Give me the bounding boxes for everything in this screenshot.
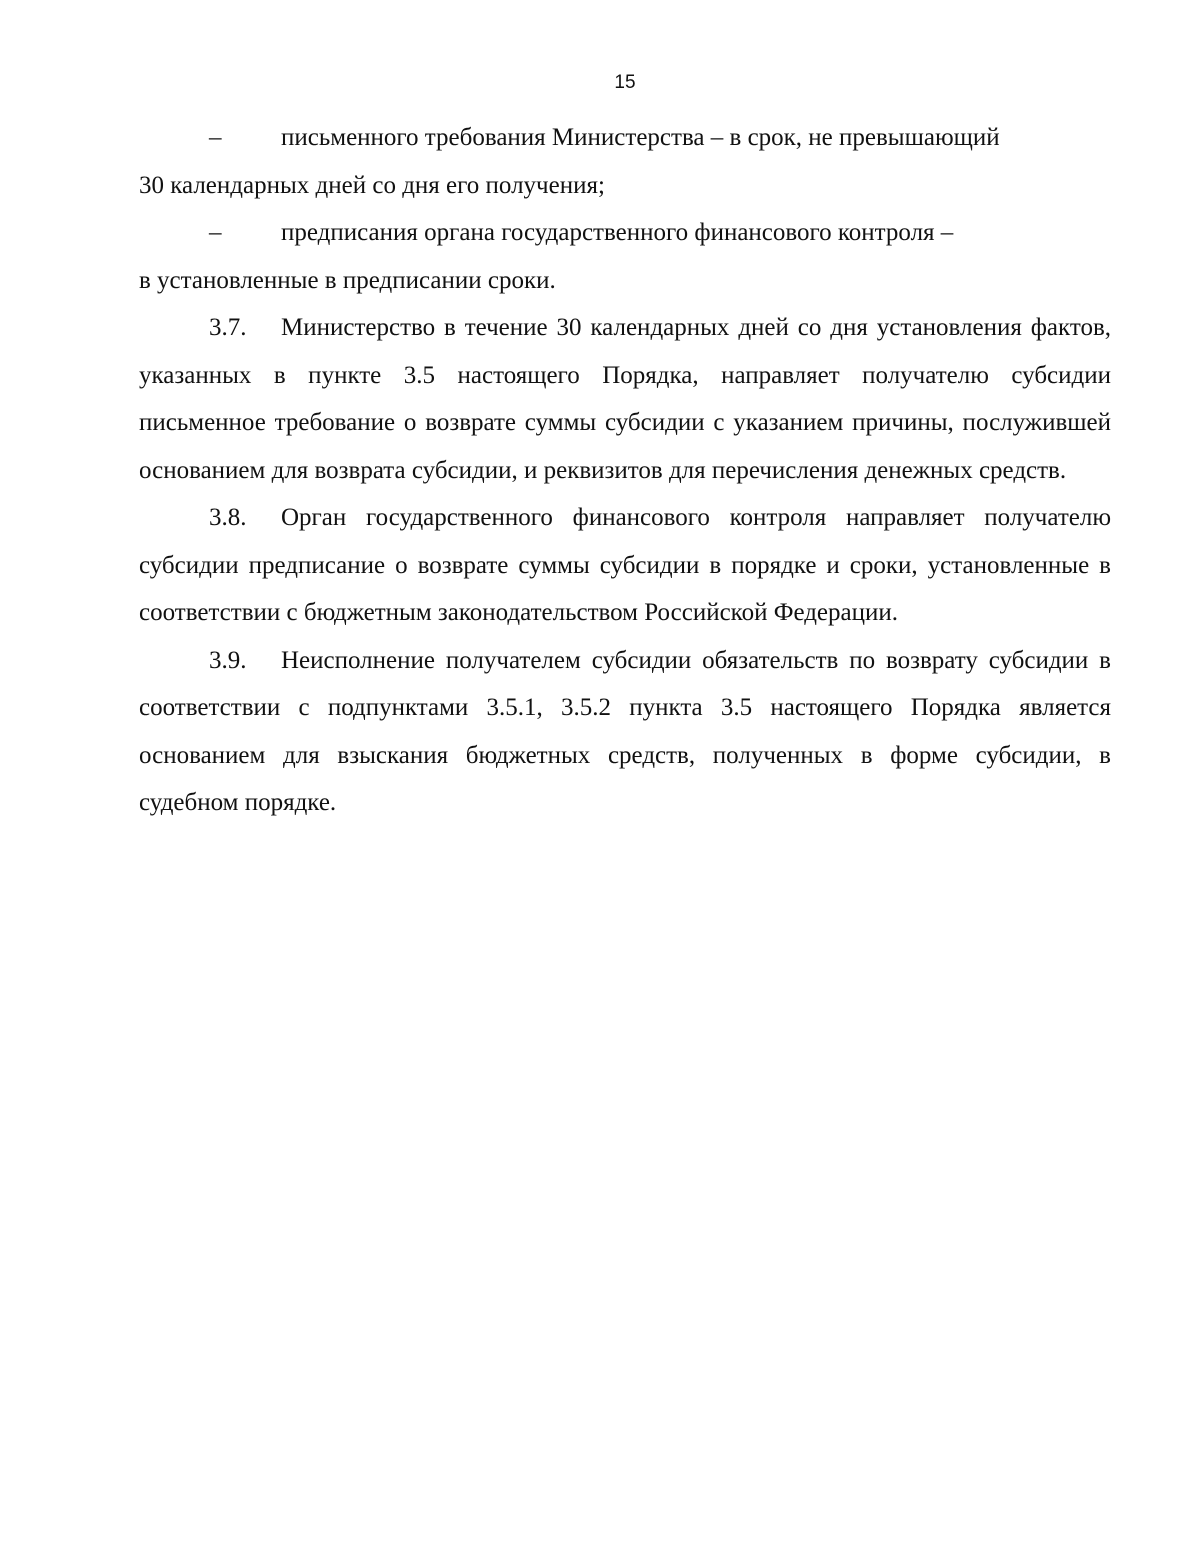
clause-number: 3.9.: [209, 646, 247, 674]
paragraph-line: предписания органа государственного финансового контроля –: [281, 219, 954, 246]
clause-3-7: [139, 304, 1111, 494]
clause-3-8: [139, 494, 1111, 637]
clause-text: Орган государственного финансового контроля направляет получателю субсидии предписание о возврате суммы субсидии в порядке и сроки, установленные в соответствии с бюджетным законодательством Российской Федерации.: [139, 504, 1111, 626]
dash-marker: –: [209, 219, 222, 246]
paragraph-line: в установленные в предписании сроки.: [139, 266, 556, 294]
clause-3-9: [139, 637, 1111, 827]
document-body: [139, 114, 1111, 827]
clause-number: 3.8.: [209, 504, 247, 531]
clause-text: Неисполнение получателем субсидии обязательств по возврату субсидии в соответствии с подпунктами 3.5.1, 3.5.2 пункта 3.5 настоящего Порядка является основанием для взыскания бюджетных средств, полученных в форме субсидии, в судебном порядке.: [139, 646, 1111, 816]
clause-text: Министерство в течение 30 календарных дней со дня установления фактов, указанных в пункте 3.5 настоящего Порядка, направляет получателю субсидии письменное требование о возврате суммы субсидии с указанием причины, послужившей основанием для возврата субсидии, и реквизитов для перечисления денежных средств.: [139, 314, 1111, 484]
list-item-ministry-requirement: [139, 114, 1111, 209]
paragraph-line: письменного требования Министерства – в срок, не превышающий: [281, 124, 1000, 151]
page-number: 15: [614, 72, 636, 93]
paragraph-line: 30 календарных дней со дня его получения;: [139, 171, 605, 199]
dash-marker: –: [209, 124, 222, 151]
clause-number: 3.7.: [209, 314, 247, 341]
list-item-control-prescription: [139, 209, 1111, 304]
